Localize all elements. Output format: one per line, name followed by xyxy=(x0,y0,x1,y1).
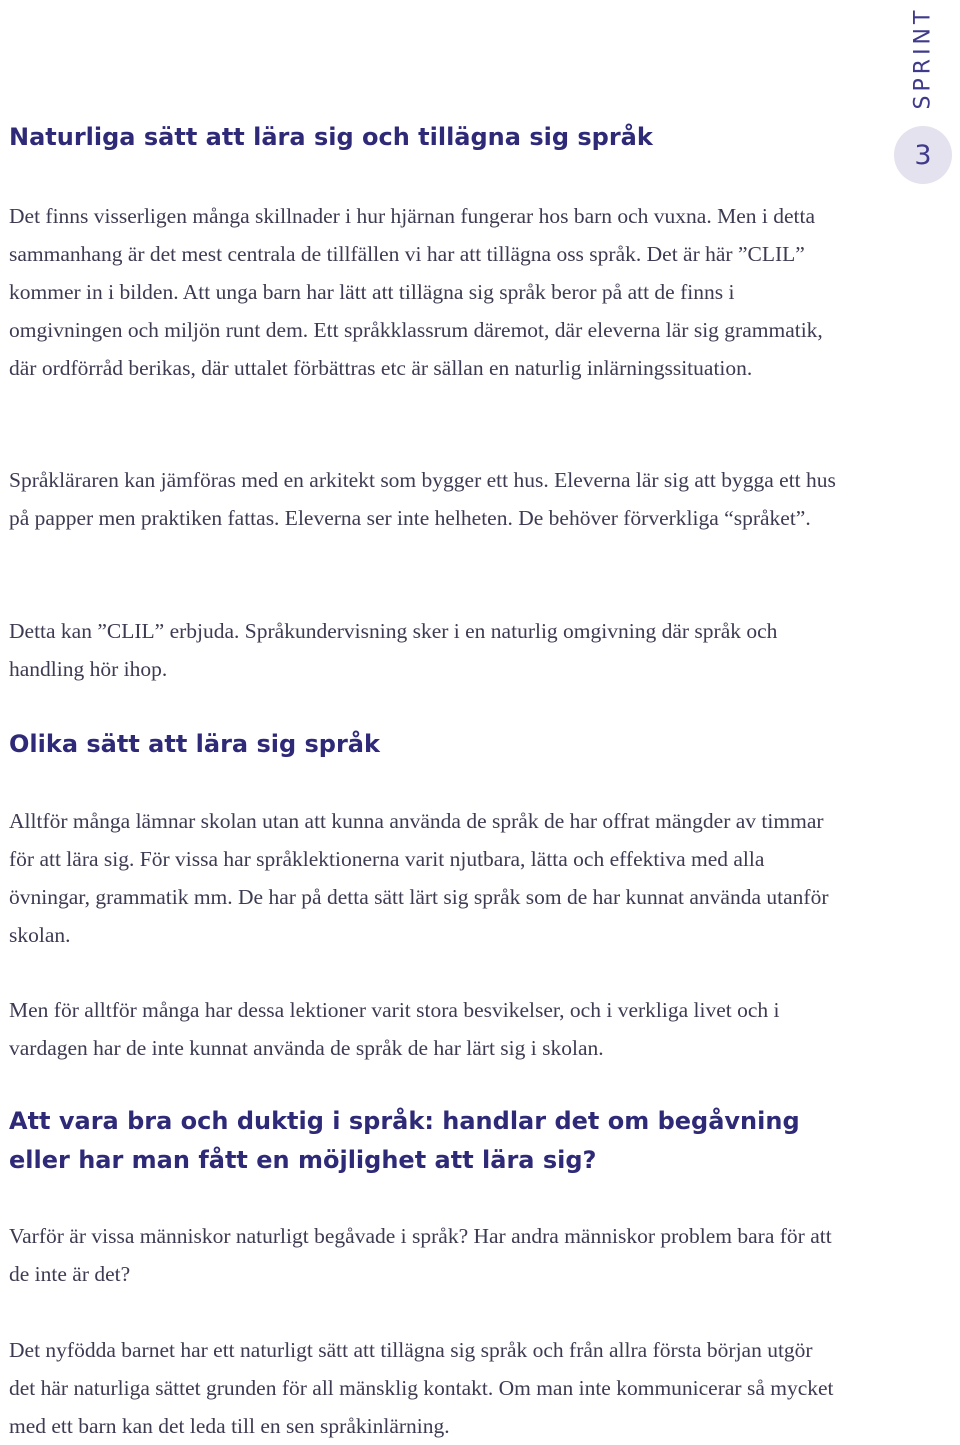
section-heading-talent-or-opportunity: Att vara bra och duktig i språk: handlar det om begåvning eller har man fått en möjlighet att lära sig? xyxy=(9,1107,800,1174)
chapter-number-badge: 3 xyxy=(894,126,952,184)
section-heading-natural-ways: Naturliga sätt att lära sig och tillägna sig språk xyxy=(9,123,653,151)
sprint-label-text: SPRINT xyxy=(910,6,936,110)
paragraph-disappointments: Men för alltför många har dessa lektioner varit stora besvikelser, och i verkliga livet och i vardagen har de inte kunnat använda de språk de har lärt sig i skolan. xyxy=(9,998,780,1060)
sprint-side-label xyxy=(908,6,938,110)
paragraph-newborn-child: Det nyfödda barnet har ett naturligt sätt att tillägna sig språk och från allra första början utgör det här naturliga sättet grunden för all mänsklig kontakt. Om man inte kommunicerar så mycket med ett barn kan det leda till en sen språkinlärning. xyxy=(9,1338,834,1438)
section-heading-different-ways: Olika sätt att lära sig språk xyxy=(9,730,380,758)
paragraph-brain-differences: Det finns visserligen många skillnader i hur hjärnan fungerar hos barn och vuxna. Men i detta sammanhang är det mest centrala de tillfällen vi har att tillägna oss språk. Det är här ”CLIL” kommer in i bilden. Att unga barn har lätt att tillägna sig språk beror på att de finns i omgivningen och miljön runt dem. Ett språkklassrum däremot, där eleverna lär sig grammatik, där ordförråd berikas, där uttalet förbättras etc är sällan en naturlig inlärningssituation. xyxy=(9,204,823,380)
paragraph-clil-offers: Detta kan ”CLIL” erbjuda. Språkundervisning sker i en naturlig omgivning där språk och handling hör ihop. xyxy=(9,619,778,681)
paragraph-architect-analogy: Språkläraren kan jämföras med en arkitekt som bygger ett hus. Eleverna lär sig att bygga ett hus på papper men praktiken fattas. Eleverna ser inte helheten. De behöver förverkliga “språket”. xyxy=(9,468,836,530)
paragraph-naturally-gifted: Varför är vissa människor naturligt begåvade i språk? Har andra människor problem bara för att de inte är det? xyxy=(9,1224,832,1286)
paragraph-leaving-school: Alltför många lämnar skolan utan att kunna använda de språk de har offrat mängder av timmar för att lära sig. För vissa har språklektionerna varit njutbara, lätta och effektiva med alla övningar, grammatik mm. De har på detta sätt lärt sig språk som de har kunnat använda utanför skolan. xyxy=(9,809,829,947)
